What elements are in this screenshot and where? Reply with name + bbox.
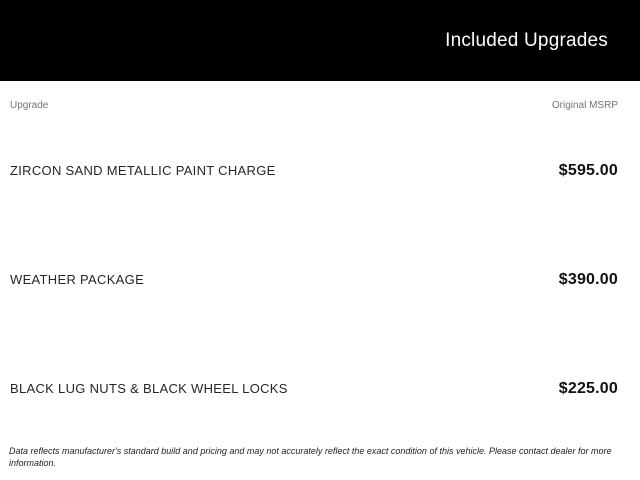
- table-row: [10, 334, 618, 443]
- upgrade-name: BLACK LUG NUTS & BLACK WHEEL LOCKS: [10, 381, 288, 396]
- upgrade-price: $595.00: [558, 161, 618, 179]
- table-row: [10, 225, 618, 334]
- table-body: [10, 116, 618, 443]
- table-row: [10, 116, 618, 225]
- column-header-upgrade: Upgrade: [10, 100, 49, 111]
- footer: [0, 445, 640, 469]
- page-title: Included Upgrades: [445, 29, 608, 51]
- upgrade-price: $225.00: [558, 379, 618, 397]
- disclaimer-text: Data reflects manufacturer's standard build and pricing and may not accurately reflect the exact condition of this vehicle. Please contact dealer for more information.: [9, 446, 612, 468]
- upgrades-table: [0, 100, 640, 443]
- column-header-original-msrp: Original MSRP: [551, 100, 618, 111]
- included-upgrades-header: [0, 0, 640, 81]
- upgrade-name: WEATHER PACKAGE: [10, 272, 145, 287]
- upgrade-price: $390.00: [558, 270, 618, 288]
- table-column-headers: [10, 100, 618, 112]
- upgrade-name: ZIRCON SAND METALLIC PAINT CHARGE: [10, 163, 276, 178]
